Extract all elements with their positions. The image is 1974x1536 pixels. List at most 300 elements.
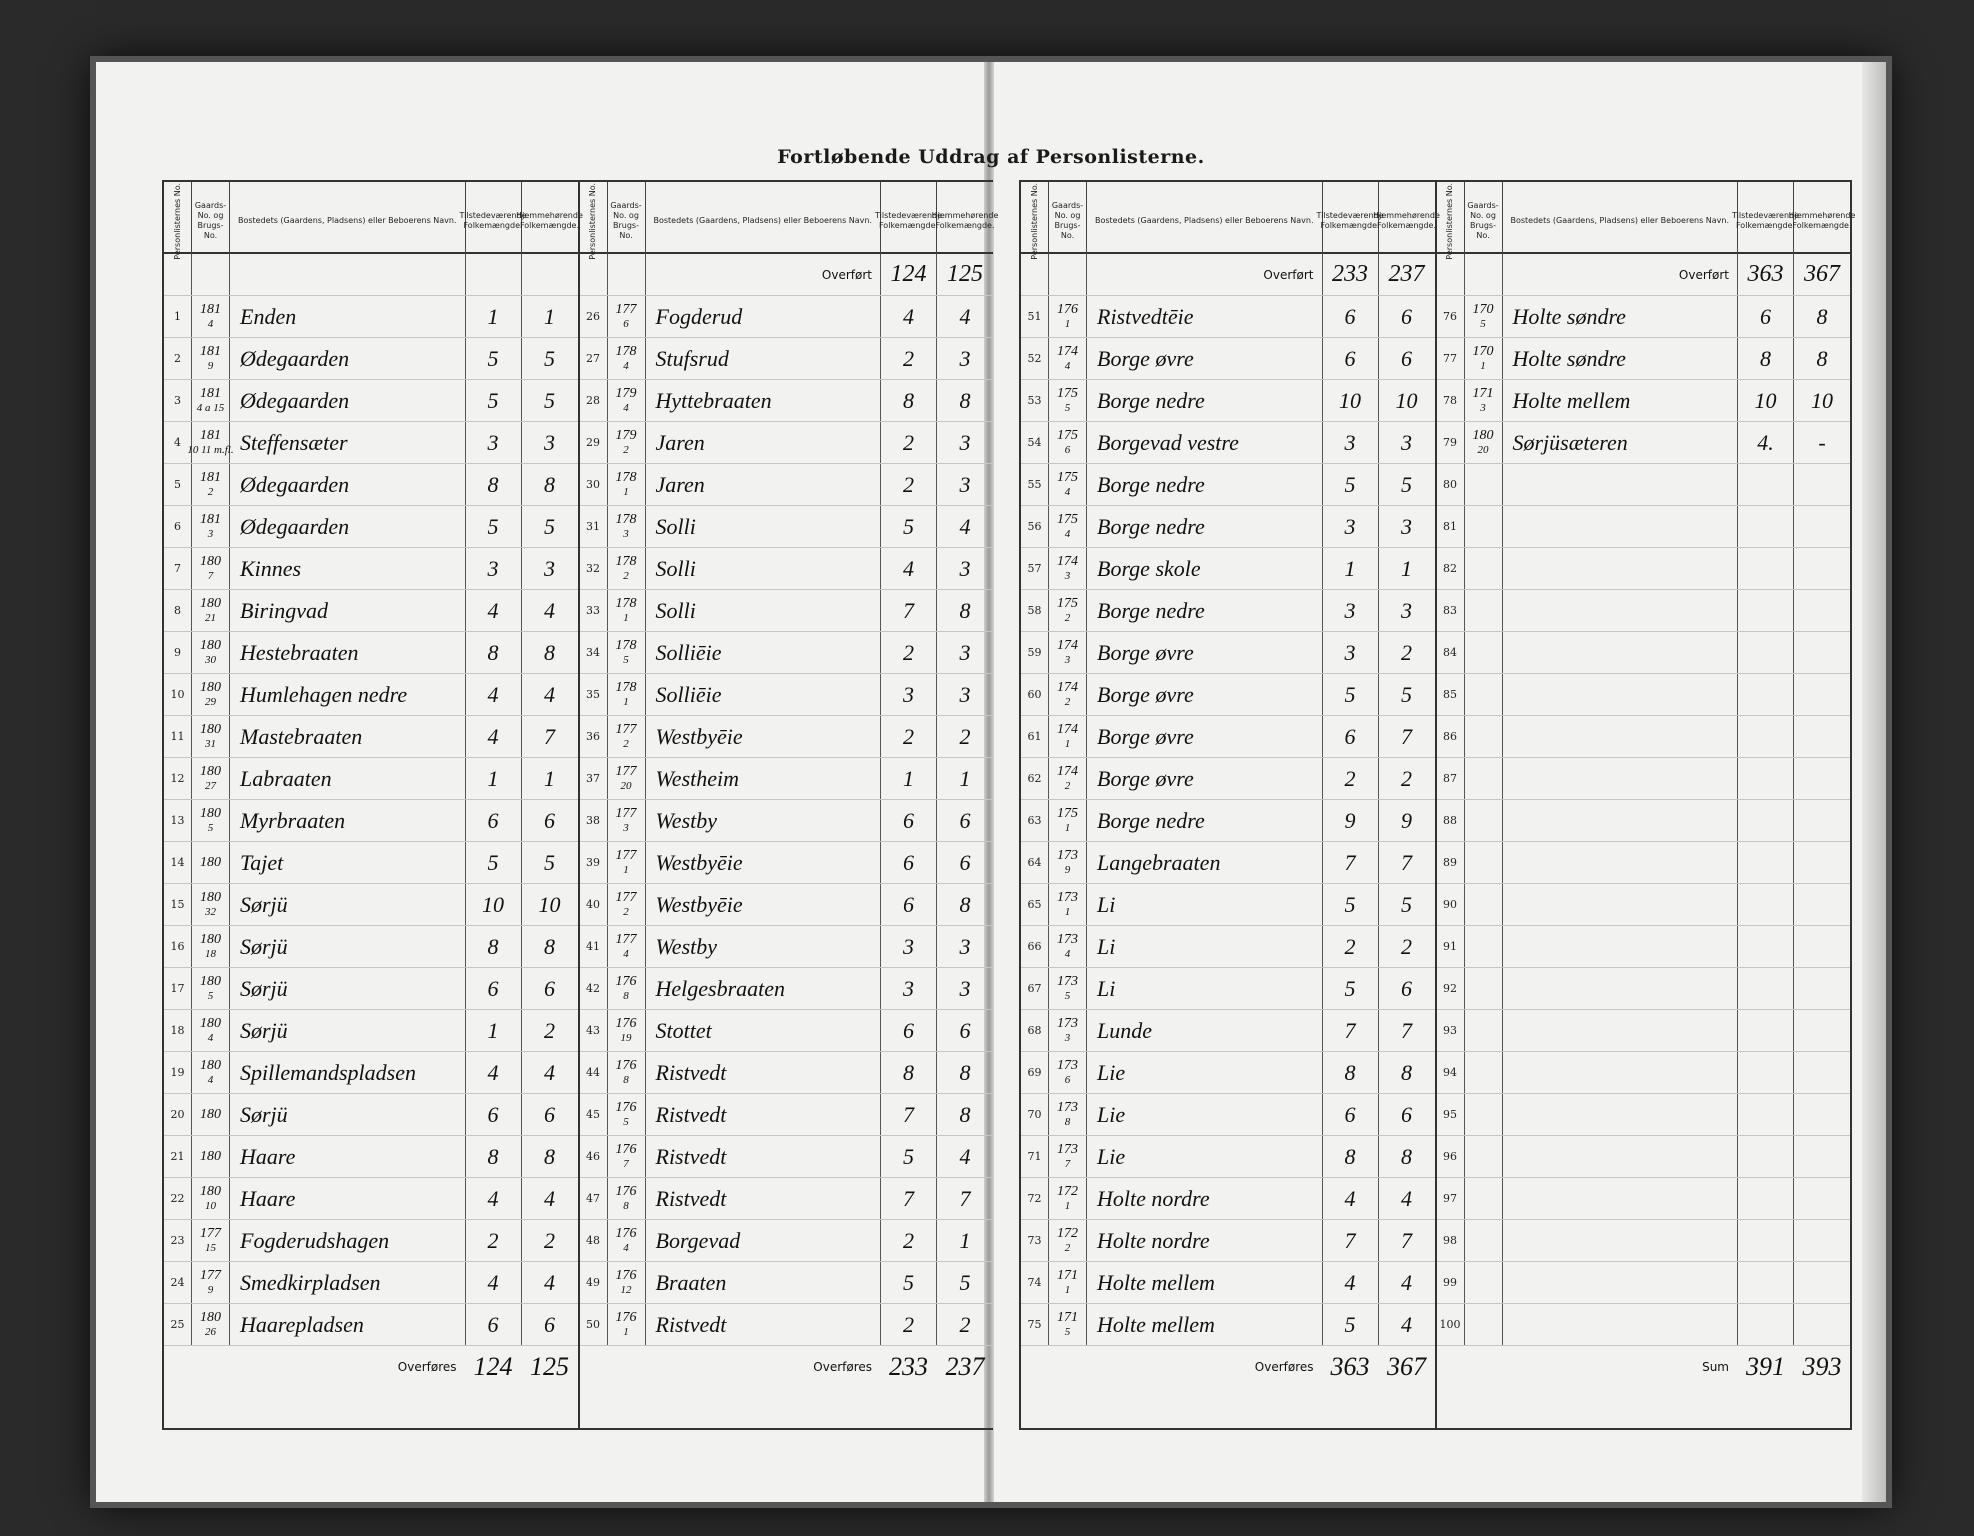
gaard-brugs-number <box>1465 548 1503 589</box>
bosted-name: Ristvedt <box>646 1178 882 1219</box>
gaard-number: 174 <box>1057 637 1078 653</box>
table-row <box>1021 1010 1435 1052</box>
bosted-name: Biringvad <box>230 590 466 631</box>
gaard-brugs-number <box>608 1178 646 1219</box>
gaard-number: 180 <box>200 889 221 905</box>
gaard-number: 180 <box>200 637 221 653</box>
table-row <box>580 1052 994 1094</box>
gaard-brugs-number <box>1049 1052 1087 1093</box>
tilstede-count: 3 <box>881 674 937 715</box>
person-number: 28 <box>580 380 608 421</box>
gaard-brugs-number <box>192 1178 230 1219</box>
gaard-number: 180 <box>200 1148 221 1164</box>
bosted-name <box>1503 590 1739 631</box>
empty-cell <box>608 1346 646 1387</box>
bosted-name: Ødegaarden <box>230 380 466 421</box>
gaard-brugs-number <box>1049 1304 1087 1345</box>
hjemme-count: 8 <box>544 933 555 959</box>
table-row <box>580 968 994 1010</box>
gaard-brugs-number <box>1465 422 1503 463</box>
gaard-brugs-number <box>1465 590 1503 631</box>
carry-label: Overføres <box>397 1359 457 1374</box>
hjemme-count <box>1794 1262 1850 1303</box>
empty-cell <box>1465 254 1503 295</box>
table-row <box>164 674 578 716</box>
gaard-number: 176 <box>615 1225 637 1241</box>
person-number: 32 <box>580 548 608 589</box>
table-row <box>580 1136 994 1178</box>
gaard-number: 173 <box>1057 1057 1078 1073</box>
table-row <box>1021 926 1435 968</box>
gaard-brugs-number <box>1465 380 1503 421</box>
hjemme-count: 8 <box>1401 1059 1412 1085</box>
tilstede-count <box>1738 716 1794 757</box>
person-number: 50 <box>580 1304 608 1345</box>
brugs-number: 5 <box>207 821 214 834</box>
table-row <box>1021 758 1435 800</box>
gaard-number: 178 <box>615 679 637 695</box>
tilstede-count: 8 <box>881 380 937 421</box>
hjemme-count: 2 <box>544 1017 555 1043</box>
table-row <box>1437 1010 1851 1052</box>
table-row <box>164 1178 578 1220</box>
gaard-number: 181 <box>200 385 221 401</box>
header-gaard-no: Gaards-No. og Brugs-No. <box>1467 201 1499 241</box>
gaard-brugs-number <box>1465 1220 1503 1261</box>
carry-out-row <box>580 1346 994 1387</box>
person-number: 20 <box>164 1094 192 1135</box>
gaard-number: 175 <box>1057 427 1078 443</box>
hjemme-count: 1 <box>959 1227 971 1253</box>
hjemme-count: 1 <box>1401 555 1412 581</box>
tilstede-count: 4 <box>466 1052 522 1093</box>
hjemme-count: 8 <box>959 597 971 623</box>
column-header-row <box>1021 182 1440 260</box>
person-number: 16 <box>164 926 192 967</box>
gaard-number: 173 <box>1057 1015 1078 1031</box>
tilstede-count: 10 <box>1323 380 1379 421</box>
brugs-number: 9 <box>1064 863 1071 876</box>
tilstede-count: 4 <box>1323 1178 1379 1219</box>
tilstede-count <box>1738 1136 1794 1177</box>
gaard-brugs-number <box>192 674 230 715</box>
table-row <box>580 1220 994 1262</box>
table-row <box>580 1304 994 1346</box>
person-number: 83 <box>1437 590 1465 631</box>
carry-tilstede: 363 <box>1330 1351 1370 1381</box>
gaard-number: 176 <box>1057 301 1078 317</box>
brugs-number: 31 <box>205 737 216 750</box>
person-number: 40 <box>580 884 608 925</box>
hjemme-count: 6 <box>1401 345 1412 371</box>
gaard-brugs-number <box>192 632 230 673</box>
brugs-number: 1 <box>1064 1199 1071 1212</box>
table-row <box>580 380 994 422</box>
brugs-number: 4 <box>623 359 629 372</box>
tilstede-count: 3 <box>466 548 522 589</box>
person-number: 24 <box>164 1262 192 1303</box>
gaard-brugs-number <box>1465 716 1503 757</box>
hjemme-count: 2 <box>1401 765 1412 791</box>
table-row <box>164 422 578 464</box>
tilstede-count: 6 <box>466 1094 522 1135</box>
bosted-name <box>1503 464 1739 505</box>
gaard-brugs-number <box>1049 464 1087 505</box>
hjemme-count: 6 <box>1401 975 1412 1001</box>
hjemme-count: 8 <box>544 471 555 497</box>
gaard-number: 178 <box>615 511 637 527</box>
empty-cell <box>1437 254 1465 295</box>
tilstede-count: 1 <box>466 1010 522 1051</box>
person-number: 91 <box>1437 926 1465 967</box>
gaard-brugs-number <box>1049 716 1087 757</box>
person-number: 41 <box>580 926 608 967</box>
table-row <box>164 590 578 632</box>
hjemme-count: 4 <box>959 303 971 329</box>
hjemme-count: 7 <box>1401 723 1412 749</box>
tilstede-count: 1 <box>466 296 522 337</box>
tilstede-count: 4 <box>466 674 522 715</box>
carry-tilstede: 124 <box>473 1351 513 1381</box>
hjemme-count: 8 <box>1816 303 1828 329</box>
tilstede-count: 4 <box>881 548 937 589</box>
table-row <box>1437 296 1851 338</box>
column-header-row <box>164 182 583 260</box>
table-row <box>1021 968 1435 1010</box>
gaard-number: 181 <box>200 427 221 443</box>
person-number: 31 <box>580 506 608 547</box>
bosted-name: Ødegaarden <box>230 506 466 547</box>
gaard-brugs-number <box>192 758 230 799</box>
table-row <box>164 800 578 842</box>
gaard-brugs-number <box>608 968 646 1009</box>
table-row <box>1437 380 1851 422</box>
bosted-name: Kinnes <box>230 548 466 589</box>
person-number: 90 <box>1437 884 1465 925</box>
tilstede-count: 2 <box>881 464 937 505</box>
tilstede-count: 6 <box>881 1010 937 1051</box>
gaard-brugs-number <box>192 464 230 505</box>
ledger-panel <box>1435 180 1856 1430</box>
gaard-brugs-number <box>1465 968 1503 1009</box>
brugs-number: 20 <box>1477 443 1489 456</box>
person-number: 18 <box>164 1010 192 1051</box>
bosted-name: Jaren <box>646 422 882 463</box>
bosted-name: Ristvedt <box>646 1136 882 1177</box>
carry-tilstede: 124 <box>881 254 937 295</box>
carry-in-row <box>1021 254 1435 296</box>
bosted-name: Lie <box>1087 1094 1323 1135</box>
person-number: 33 <box>580 590 608 631</box>
tilstede-count: 5 <box>466 380 522 421</box>
tilstede-count <box>1738 1262 1794 1303</box>
hjemme-count: 10 <box>538 891 561 917</box>
brugs-number: 7 <box>623 1157 629 1170</box>
hjemme-count: 2 <box>959 723 971 749</box>
brugs-number: 1 <box>1064 905 1071 918</box>
bosted-name: Labraaten <box>230 758 466 799</box>
bosted-name <box>1503 1052 1739 1093</box>
table-row <box>1437 422 1851 464</box>
brugs-number: 32 <box>205 905 216 918</box>
person-number: 66 <box>1021 926 1049 967</box>
gaard-number: 180 <box>200 1183 221 1199</box>
gaard-brugs-number <box>1465 1178 1503 1219</box>
brugs-number: 1 <box>623 1325 629 1338</box>
tilstede-count: 3 <box>466 422 522 463</box>
person-number: 68 <box>1021 1010 1049 1051</box>
brugs-number: 4 a 15 <box>196 401 225 414</box>
tilstede-count: 3 <box>1323 422 1379 463</box>
tilstede-count <box>1738 1220 1794 1261</box>
brugs-number: 4 <box>1064 485 1071 498</box>
gaard-brugs-number <box>1465 464 1503 505</box>
person-number: 80 <box>1437 464 1465 505</box>
tilstede-count <box>1738 1304 1794 1345</box>
hjemme-count: 5 <box>1401 681 1412 707</box>
gaard-number: 180 <box>200 931 221 947</box>
gaard-number: 181 <box>200 511 221 527</box>
table-row <box>580 296 994 338</box>
gaard-number: 174 <box>1057 679 1078 695</box>
gaard-number: 176 <box>615 1057 637 1073</box>
ledger-panel <box>162 180 583 1430</box>
bosted-name <box>1503 632 1739 673</box>
tilstede-count: 2 <box>881 632 937 673</box>
bosted-name: Borge øvre <box>1087 716 1323 757</box>
table-row <box>164 1052 578 1094</box>
table-row <box>580 716 994 758</box>
hjemme-count: 5 <box>544 513 555 539</box>
empty-cell <box>580 254 608 295</box>
person-number: 56 <box>1021 506 1049 547</box>
hjemme-count: 4 <box>544 597 555 623</box>
header-tilstede: Tilstedeværende Folkemængde. <box>1316 211 1384 231</box>
header-gaard-no: Gaards-No. og Brugs-No. <box>1051 201 1084 241</box>
table-row <box>164 1136 578 1178</box>
bosted-name: Stufsrud <box>646 338 882 379</box>
person-number: 27 <box>580 338 608 379</box>
person-number: 65 <box>1021 884 1049 925</box>
gaard-brugs-number <box>1049 338 1087 379</box>
bosted-name: Ristvedt <box>646 1052 882 1093</box>
empty-cell <box>522 254 578 295</box>
person-number: 94 <box>1437 1052 1465 1093</box>
table-row <box>1021 548 1435 590</box>
bosted-name: Sørjü <box>230 926 466 967</box>
bosted-name: Borge nedre <box>1087 800 1323 841</box>
gaard-brugs-number <box>608 1262 646 1303</box>
tilstede-count: 10 <box>1738 380 1794 421</box>
gaard-brugs-number <box>1049 1136 1087 1177</box>
gaard-brugs-number <box>608 1304 646 1345</box>
gaard-brugs-number <box>608 926 646 967</box>
gaard-brugs-number <box>192 590 230 631</box>
column-header-row <box>580 182 999 260</box>
hjemme-count <box>1794 1052 1850 1093</box>
hjemme-count: 1 <box>959 765 971 791</box>
person-number: 46 <box>580 1136 608 1177</box>
bosted-name: Haare <box>230 1178 466 1219</box>
tilstede-count: 2 <box>881 338 937 379</box>
tilstede-count: 4 <box>466 1262 522 1303</box>
gaard-number: 180 <box>200 1309 221 1325</box>
person-number: 51 <box>1021 296 1049 337</box>
tilstede-count: 3 <box>881 926 937 967</box>
tilstede-count: 2 <box>466 1220 522 1261</box>
tilstede-count: 2 <box>881 1304 937 1345</box>
table-row <box>1437 590 1851 632</box>
hjemme-count: 6 <box>959 1017 971 1043</box>
brugs-number: 5 <box>1064 989 1071 1002</box>
brugs-number: 2 <box>623 443 629 456</box>
tilstede-count <box>1738 968 1794 1009</box>
person-number: 6 <box>164 506 192 547</box>
table-row <box>1437 338 1851 380</box>
gaard-brugs-number <box>608 590 646 631</box>
table-row <box>1437 968 1851 1010</box>
brugs-number: 15 <box>205 1241 216 1254</box>
table-row <box>164 926 578 968</box>
bosted-name <box>1503 716 1739 757</box>
gaard-brugs-number <box>608 296 646 337</box>
gaard-brugs-number <box>608 716 646 757</box>
table-row <box>1021 884 1435 926</box>
tilstede-count: 2 <box>1323 758 1379 799</box>
table-row <box>164 1262 578 1304</box>
table-row <box>164 842 578 884</box>
bosted-name: Holte søndre <box>1503 296 1739 337</box>
gaard-number: 175 <box>1057 385 1078 401</box>
gaard-brugs-number <box>1049 548 1087 589</box>
table-row <box>164 758 578 800</box>
person-number: 77 <box>1437 338 1465 379</box>
tilstede-count: 5 <box>1323 464 1379 505</box>
bosted-name: Lie <box>1087 1136 1323 1177</box>
hjemme-count: 4 <box>959 1143 971 1169</box>
gaard-number: 176 <box>615 1015 637 1031</box>
brugs-number: 29 <box>205 695 216 708</box>
brugs-number: 3 <box>1064 1031 1071 1044</box>
hjemme-count: 8 <box>544 1143 555 1169</box>
table-row <box>1437 464 1851 506</box>
brugs-number: 12 <box>620 1283 632 1296</box>
gaard-number: 177 <box>615 889 637 905</box>
bosted-name: Westbyēie <box>646 884 882 925</box>
person-number: 47 <box>580 1178 608 1219</box>
bosted-name <box>1503 1304 1739 1345</box>
hjemme-count: 4 <box>544 1269 555 1295</box>
table-row <box>580 1010 994 1052</box>
brugs-number: 9 <box>207 359 214 372</box>
bosted-name: Borge øvre <box>1087 758 1323 799</box>
carry-hjemme: 367 <box>1387 1351 1426 1381</box>
person-number: 10 <box>164 674 192 715</box>
tilstede-count <box>1738 1094 1794 1135</box>
carry-out-row <box>1021 1346 1435 1387</box>
gaard-brugs-number <box>608 548 646 589</box>
gaard-brugs-number <box>192 1010 230 1051</box>
hjemme-count: 3 <box>1401 429 1412 455</box>
gaard-brugs-number <box>192 506 230 547</box>
person-number: 54 <box>1021 422 1049 463</box>
bosted-name <box>1503 800 1739 841</box>
person-number: 37 <box>580 758 608 799</box>
table-row <box>1021 1262 1435 1304</box>
carry-hjemme: 125 <box>947 261 983 287</box>
carry-label: Sum <box>1702 1359 1729 1374</box>
bosted-name: Borge skole <box>1087 548 1323 589</box>
gaard-brugs-number <box>1465 296 1503 337</box>
tilstede-count: 8 <box>1323 1136 1379 1177</box>
carry-label: Overføres <box>813 1359 872 1374</box>
person-number: 79 <box>1437 422 1465 463</box>
ledger-panel <box>1019 180 1440 1430</box>
table-row <box>164 338 578 380</box>
header-bosted: Bostedets (Gaardens, Pladsens) eller Beboerens Navn. <box>1510 216 1730 226</box>
gaard-number: 175 <box>1057 511 1078 527</box>
bosted-name <box>1503 1010 1739 1051</box>
gaard-brugs-number <box>1049 968 1087 1009</box>
gaard-brugs-number <box>192 716 230 757</box>
bosted-name: Borge nedre <box>1087 464 1323 505</box>
gaard-brugs-number <box>608 464 646 505</box>
person-number: 39 <box>580 842 608 883</box>
hjemme-count: 1 <box>544 765 555 791</box>
person-number: 69 <box>1021 1052 1049 1093</box>
table-row <box>1437 1262 1851 1304</box>
header-bosted: Bostedets (Gaardens, Pladsens) eller Beboerens Navn. <box>237 216 457 226</box>
person-number: 48 <box>580 1220 608 1261</box>
bosted-name: Fogderudshagen <box>230 1220 466 1261</box>
gaard-number: 178 <box>615 469 637 485</box>
gaard-brugs-number <box>1049 800 1087 841</box>
bosted-name: Braaten <box>646 1262 882 1303</box>
empty-cell <box>1021 254 1049 295</box>
gaard-brugs-number <box>1049 1220 1087 1261</box>
table-row <box>580 464 994 506</box>
hjemme-count: 3 <box>544 555 555 581</box>
gaard-number: 178 <box>615 343 637 359</box>
gaard-brugs-number <box>1465 1304 1503 1345</box>
empty-cell <box>466 254 522 295</box>
tilstede-count: 5 <box>466 842 522 883</box>
table-row <box>580 632 994 674</box>
brugs-number: 8 <box>1064 1115 1071 1128</box>
hjemme-count: 8 <box>959 1101 971 1127</box>
hjemme-count <box>1794 464 1850 505</box>
brugs-number: 19 <box>620 1031 632 1044</box>
hjemme-count: 5 <box>544 387 555 413</box>
person-number: 23 <box>164 1220 192 1261</box>
hjemme-count: 6 <box>544 1101 555 1127</box>
person-number: 100 <box>1437 1304 1465 1345</box>
tilstede-count: 7 <box>881 590 937 631</box>
brugs-number: 3 <box>1064 569 1071 582</box>
bosted-name: Myrbraaten <box>230 800 466 841</box>
spacer-row <box>164 254 578 296</box>
person-number: 14 <box>164 842 192 883</box>
brugs-number: 5 <box>623 1115 629 1128</box>
header-tilstede: Tilstedeværende Folkemængde. <box>459 211 527 231</box>
hjemme-count: 3 <box>959 681 971 707</box>
person-number: 11 <box>164 716 192 757</box>
hjemme-count: 5 <box>544 849 555 875</box>
table-row <box>1021 1136 1435 1178</box>
bosted-name: Westbyēie <box>646 842 882 883</box>
person-number: 98 <box>1437 1220 1465 1261</box>
brugs-number: 1 <box>1064 317 1071 330</box>
